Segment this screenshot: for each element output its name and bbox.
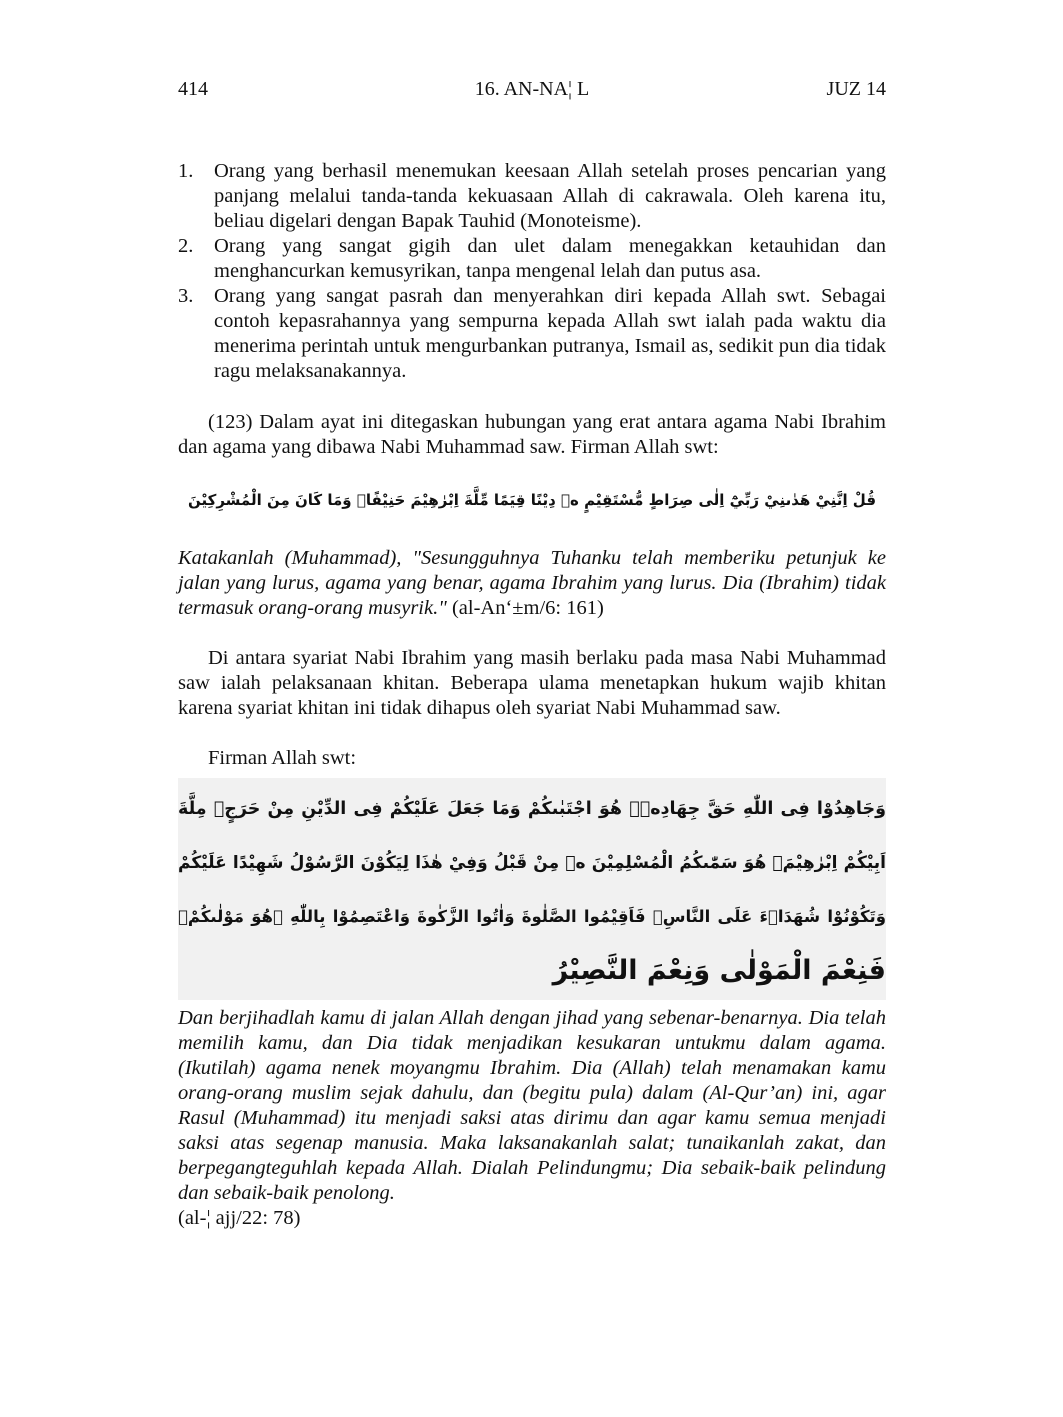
list-number: 3. bbox=[178, 285, 194, 307]
arabic-verse-anam-161: قُلْ اِنَّنِيْ هَدٰىنِيْ رَبِّيْٓ اِلٰى صِرَاطٍ مُّسْتَقِيْمٍ ەۚ دِيْنًا قِيَمًا مِّلَّةَ اِبْرٰهِيْمَ حَنِيْفًاۚ وَمَا كَانَ مِنَ الْمُشْرِكِيْنَ bbox=[187, 491, 877, 509]
arabic-line: اَبِيْكُمْ اِبْرٰهِيْمَۗ هُوَ سَمّٰىكُمُ الْمُسْلِمِيْنَ ەۙ مِنْ قَبْلُ وَفِيْ هٰذَا لِيَكُوْنَ الرَّسُوْلُ شَهِيْدًا عَلَيْكُمْ bbox=[178, 853, 886, 873]
arabic-verse-hajj-78 bbox=[178, 778, 886, 1000]
list-number: 1. bbox=[178, 160, 194, 182]
list-item bbox=[178, 284, 886, 384]
paragraph-123: (123) Dalam ayat ini ditegaskan hubungan yang erat antara agama Nabi Ibrahim dan agama yang dibawa Nabi Muhammad saw. Firman Allah swt: bbox=[178, 411, 886, 458]
verse-reference: (al-An‘±m/6: 161) bbox=[451, 597, 604, 619]
list-text: Orang yang sangat gigih dan ulet dalam menegakkan ketauhidan dan menghancurkan kemusyrikan, tanpa mengenal lelah dan putus asa. bbox=[214, 235, 886, 282]
list-text: Orang yang berhasil menemukan keesaan Allah setelah proses pencarian yang panjang melalui tanda-tanda kekuasaan Allah di cakrawala. Oleh karena itu, beliau digelari dengan Bapak Tauhid (Monoteisme). bbox=[214, 160, 886, 232]
arabic-line: وَجَاهِدُوْا فِى اللّٰهِ حَقَّ جِهَادِهٖۗ هُوَ اجْتَبٰىكُمْ وَمَا جَعَلَ عَلَيْكُمْ فِى الدِّيْنِ مِنْ حَرَجٍۗ مِلَّةَ bbox=[178, 799, 886, 819]
list-item bbox=[178, 159, 886, 234]
translation-text: Katakanlah (Muhammad), "Sesungguhnya Tuhanku telah memberiku petunjuk ke jalan yang lurus, agama yang benar, agama Ibrahim yang lurus. Dia (Ibrahim) tidak termasuk orang-orang musyrik." bbox=[178, 547, 886, 619]
page-header bbox=[178, 78, 886, 102]
arabic-line: فَنِعْمَ الْمَوْلٰى وَنِعْمَ النَّصِيْرُ bbox=[552, 955, 886, 986]
surah-title: 16. AN-NA¦ L bbox=[474, 78, 590, 100]
paragraph-khitan: Di antara syariat Nabi Ibrahim yang masih berlaku pada masa Nabi Muhammad saw ialah pelaksanaan khitan. Beberapa ulama menetapkan hukum wajib khitan karena syariat khitan ini tidak dihapus oleh syariat Nabi Muhammad saw. bbox=[178, 647, 886, 719]
translation-hajj-78 bbox=[178, 1006, 886, 1231]
list-item bbox=[178, 234, 886, 284]
juz-label: JUZ 14 bbox=[826, 78, 886, 100]
page-number: 414 bbox=[178, 78, 208, 100]
firman-label: Firman Allah swt: bbox=[208, 747, 357, 769]
list-text: Orang yang sangat pasrah dan menyerahkan diri kepada Allah swt. Sebagai contoh kepasrahannya yang sempurna kepada Allah swt ialah pada waktu dia menerima perintah untuk mengurbankan putranya, Ismail as, sedikit pun dia tidak ragu melaksanakannya. bbox=[214, 285, 886, 382]
arabic-line: وَتَكُوْنُوْا شُهَدَاۤءَ عَلَى النَّاسِۖ فَاَقِيْمُوا الصَّلٰوةَ وَاٰتُوا الزَّكٰوةَ وَاعْتَصِمُوْا بِاللّٰهِ ۗهُوَ مَوْلٰىكُمْۚ bbox=[178, 907, 886, 926]
verse-reference: (al-¦ ajj/22: 78) bbox=[178, 1207, 301, 1229]
list-number: 2. bbox=[178, 235, 194, 257]
translation-text: Dan berjihadlah kamu di jalan Allah dengan jihad yang sebenar-benarnya. Dia telah memilih kamu, dan Dia tidak menjadikan kesukaran untukmu dalam agama. (Ikutilah) agama nenek moyangmu Ibrahim. Dia (Allah) telah menamakan kamu orang-orang muslim sejak dahulu, dan (begitu pula) dalam (Al-Qur’an) ini, agar Rasul (Muhammad) itu menjadi saksi atas dirimu dan agar kamu semua menjadi saksi atas segenap manusia. Maka laksanakanlah salat; tunaikanlah zakat, dan berpegangteguhlah kepada Allah. Dialah Pelindungmu; Dia sebaik-baik pelindung dan sebaik-baik penolong. bbox=[178, 1007, 886, 1204]
numbered-list bbox=[178, 159, 886, 384]
translation-anam-161 bbox=[178, 546, 886, 621]
